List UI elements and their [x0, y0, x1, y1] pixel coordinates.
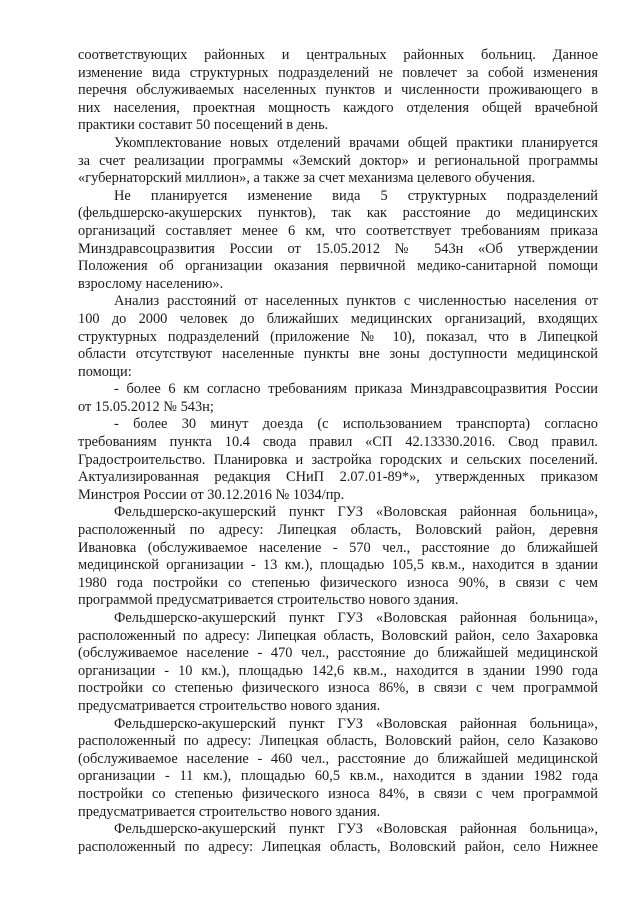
text-line: - более 6 км согласно требованиям приказа Минздравсоцразвития России [114, 381, 598, 398]
text-line: расположенный по адресу: Липецкая область, Воловский район, село Нижнее [78, 838, 598, 855]
paragraph [78, 47, 598, 135]
text-line: Анализ расстояний от населенных пунктов с численностью населения от [114, 293, 598, 310]
paragraph [78, 716, 598, 822]
text-line: Ивановка (обслуживаемое население - 570 чел., расстояние до ближайшей [78, 539, 598, 556]
text-line: организации - 11 км.), площадью 60,5 кв.м., находится в здании 1982 года [78, 768, 598, 785]
text-line: соответствующих районных и центральных районных больниц. Данное [78, 47, 598, 63]
text-line: от 15.05.2012 № 543н; [78, 398, 214, 415]
text-line: расположенный по адресу: Липецкая область, Воловский район, деревня [78, 522, 598, 539]
text-line: (обслуживаемое население - 470 чел., расстояние до ближайшей медицинской [78, 645, 598, 662]
text-line: программой предусматривается строительство нового здания. [78, 592, 459, 609]
text-line: «губернаторский миллион», а также за счет механизма целевого обучения. [78, 170, 536, 187]
text-line: постройки со степенью физического износа 84%, в связи с чем программой [78, 785, 598, 802]
text-line: - более 30 минут доезда (с использованием транспорта) согласно [114, 416, 598, 433]
paragraph [78, 381, 598, 416]
document-body [78, 47, 598, 856]
paragraph [78, 821, 598, 856]
paragraph [78, 610, 598, 716]
paragraph [78, 188, 598, 294]
text-line: структурных подразделений (приложение № 10), показал, что в Липецкой [78, 328, 598, 345]
text-line: Положения об организации оказания первичной медико-санитарной помощи [78, 258, 598, 275]
text-line: Минстроя России от 30.12.2016 № 1034/пр. [78, 486, 345, 503]
text-line: медицинской организации - 13 км.), площадью 105,5 кв.м., находится в здании [78, 557, 598, 574]
paragraph [78, 135, 598, 188]
text-line: Укомплектование новых отделений врачами общей практики планируется [114, 134, 598, 151]
text-line: них населения, проектная мощность каждого отделения общей врачебной [78, 99, 598, 116]
text-line: взрослому населению». [78, 275, 224, 292]
text-line: Фельдшерско-акушерский пункт ГУЗ «Воловская районная больница», [114, 715, 598, 732]
text-line: предусматривается строительство нового здания. [78, 803, 381, 820]
text-line: расположенный по адресу: Липецкая область, Воловский район, село Казаково [78, 733, 598, 750]
text-line: Минздравсоцразвития России от 15.05.2012 № 543н «Об утверждении [78, 240, 598, 257]
text-line: постройки со степенью физического износа 86%, в связи с чем программой [78, 680, 598, 697]
text-line: Фельдшерско-акушерский пункт ГУЗ «Воловская районная больница», [114, 610, 598, 626]
paragraph [78, 504, 598, 610]
text-line: предусматривается строительство нового здания. [78, 697, 381, 714]
text-line: помощи: [78, 363, 132, 380]
text-line: Актуализированная редакция СНиП 2.07.01-89*», утвержденных приказом [78, 469, 598, 486]
text-line: требованиям пункта 10.4 свода правил «СП 42.13330.2016. Свод правил. [78, 434, 598, 451]
text-line: Фельдшерско-акушерский пункт ГУЗ «Воловская районная больница», [114, 821, 598, 838]
text-line: Фельдшерско-акушерский пункт ГУЗ «Воловская районная больница», [114, 504, 598, 521]
text-line: 100 до 2000 человек до ближайших медицинских организаций, входящих [78, 310, 598, 327]
text-line: изменение вида структурных подразделений не повлечет за собой изменения [78, 64, 598, 81]
text-line: (обслуживаемое население - 460 чел., расстояние до ближайшей медицинской [78, 750, 598, 767]
text-line: расположенный по адресу: Липецкая область, Воловский район, село Захаровка [78, 627, 598, 644]
text-line: практики составит 50 посещений в день. [78, 117, 329, 134]
text-line: перечня обслуживаемых населенных пунктов и численности проживающего в [78, 82, 598, 99]
text-line: Градостроительство. Планировка и застройка городских и сельских поселений. [78, 451, 598, 468]
paragraph [78, 416, 598, 504]
text-line: 1980 года постройки со степенью физического износа 90%, в связи с чем [78, 574, 598, 591]
text-line: за счет реализации программы «Земский доктор» и региональной программы [78, 152, 598, 169]
text-line: организации - 10 км.), площадью 142,6 кв.м., находится в здании 1990 года [78, 662, 598, 679]
text-line: (фельдшерско-акушерских пунктов), так как расстояние до медицинских [78, 205, 598, 222]
paragraph [78, 293, 598, 381]
text-line: Не планируется изменение вида 5 структурных подразделений [114, 187, 598, 204]
text-line: организаций составляет менее 6 км, что соответствует требованиям приказа [78, 222, 598, 239]
text-line: области отсутствуют населенные пункты вне зоны доступности медицинской [78, 346, 598, 363]
